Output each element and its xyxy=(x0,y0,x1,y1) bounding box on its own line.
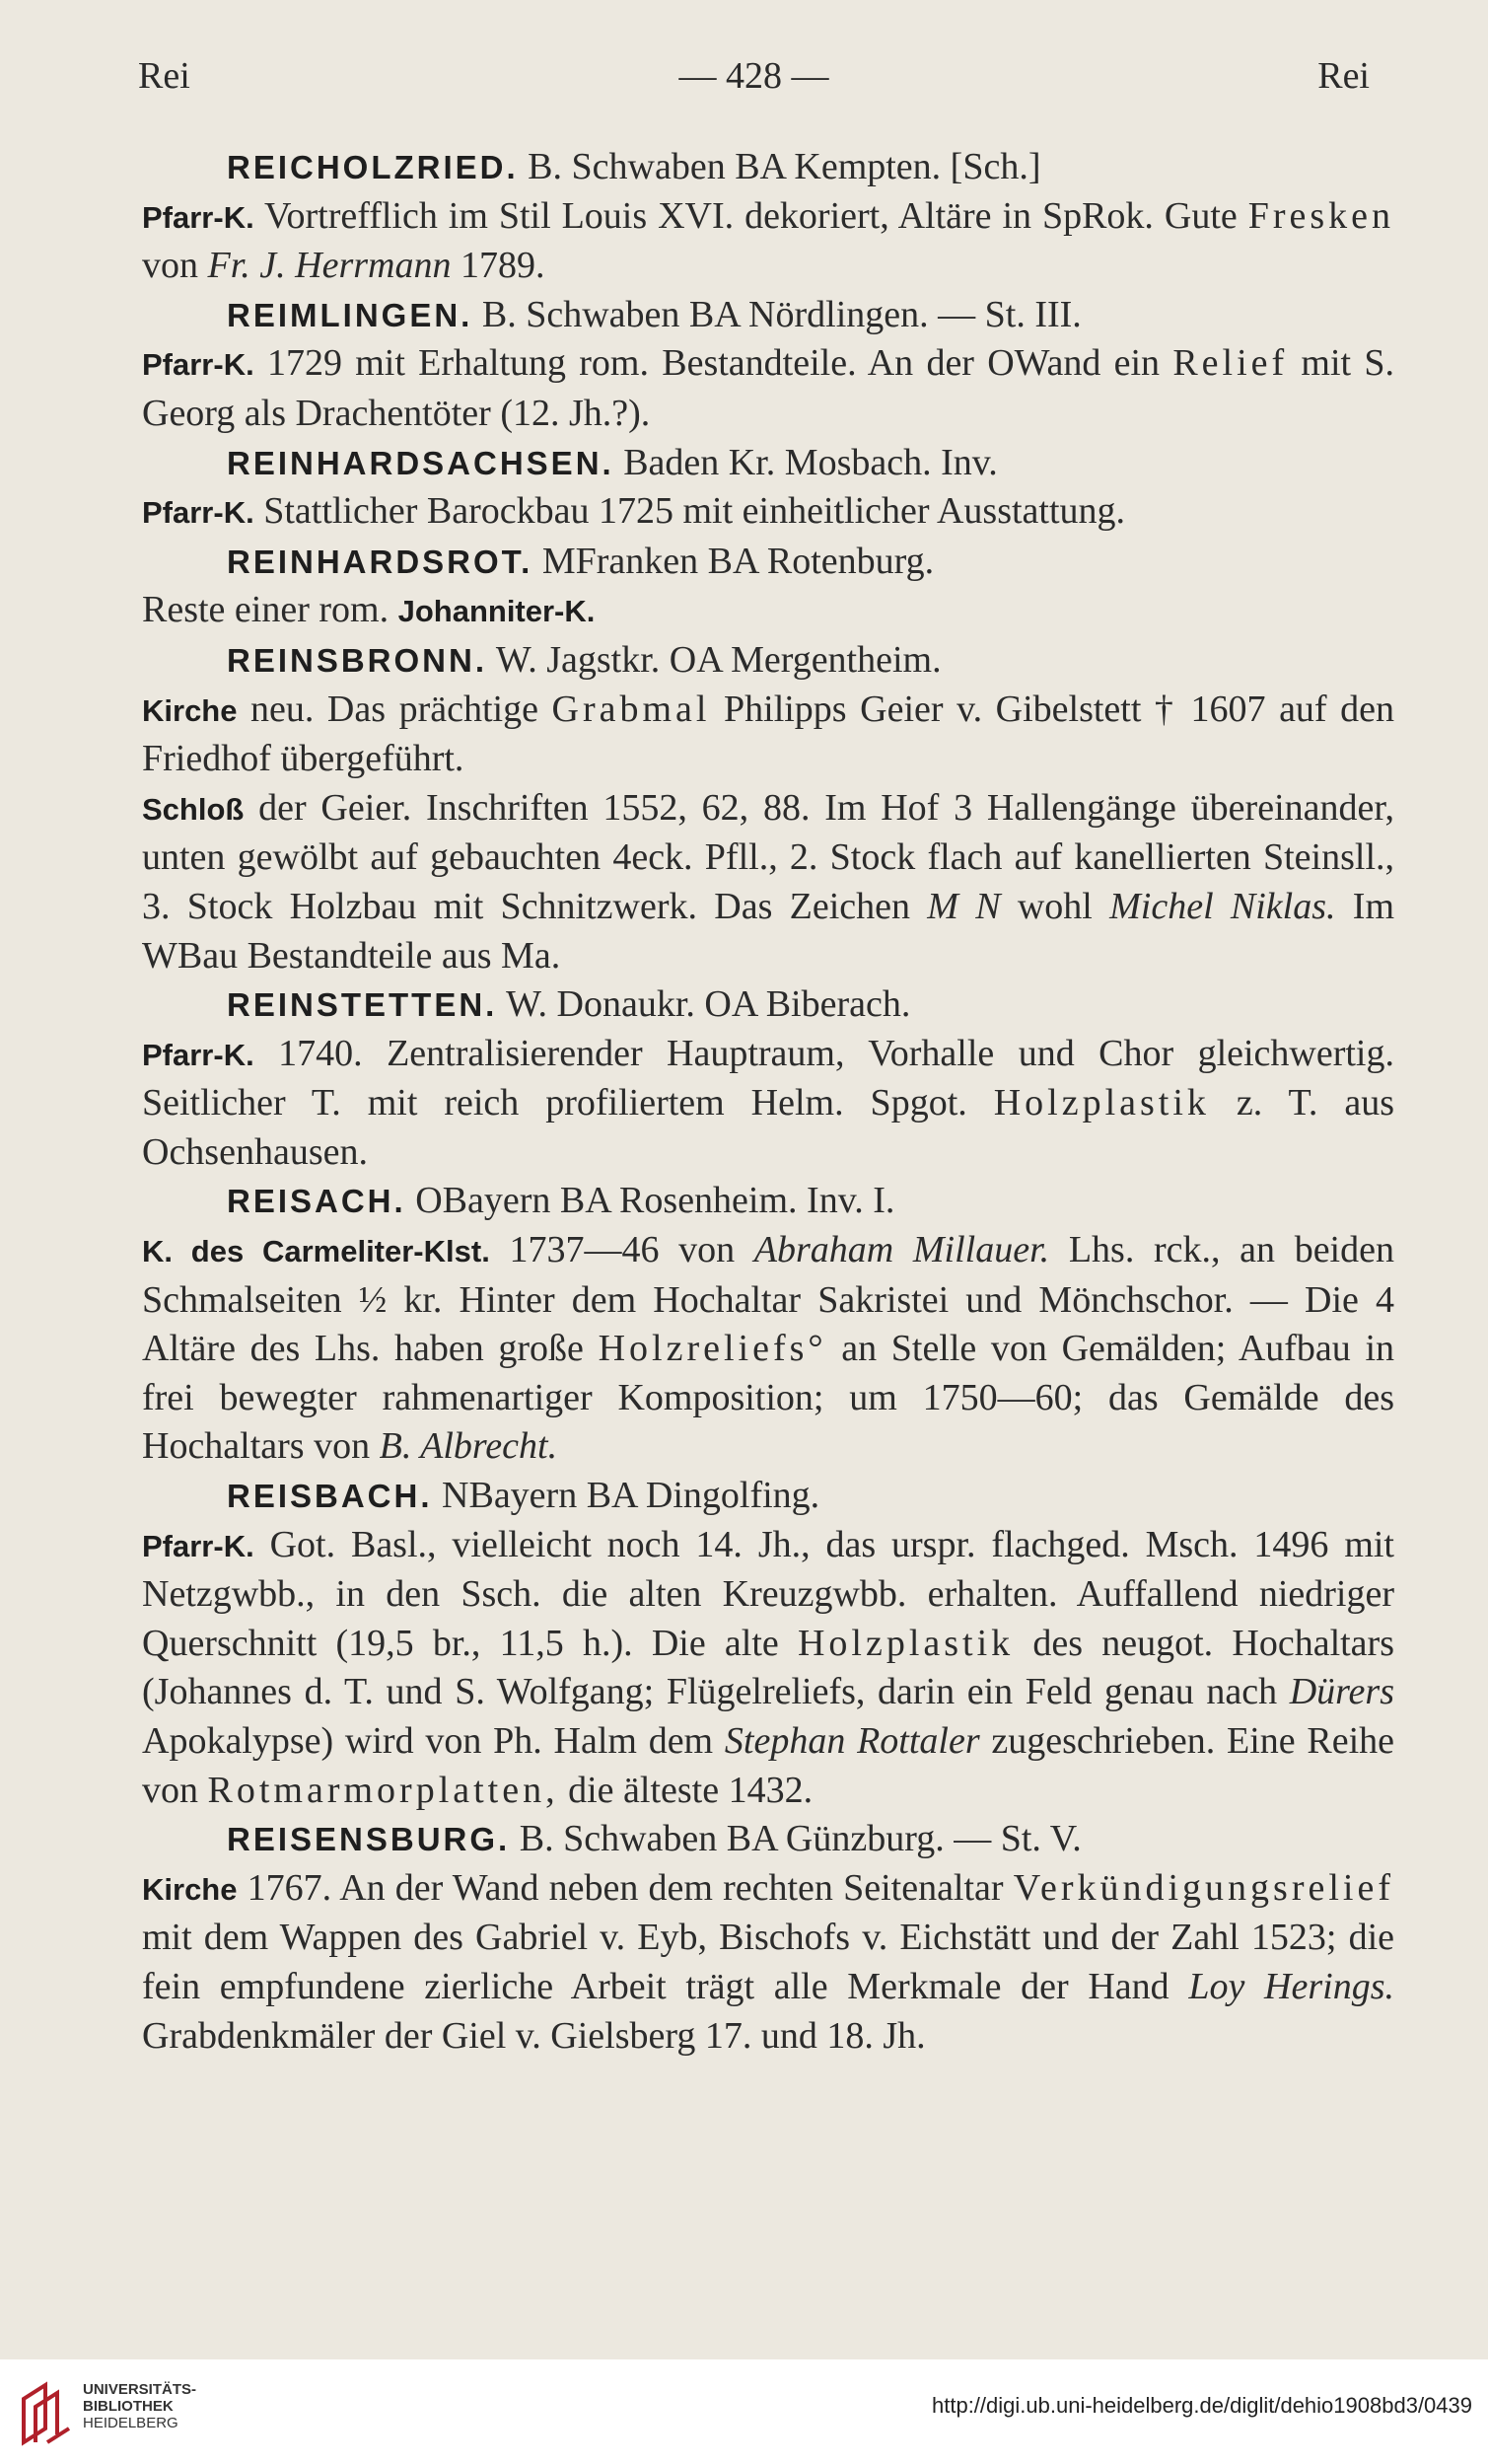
header-right: Rei xyxy=(1317,55,1370,97)
place-location: W. Donaukr. OA Biberach. xyxy=(497,983,911,1026)
place-location: MFranken BA Rotenburg. xyxy=(532,540,935,582)
entry-paragraph xyxy=(142,192,1394,291)
place-location: B. Schwaben BA Nördlingen. — St. III. xyxy=(472,293,1082,335)
entry-paragraph xyxy=(142,1030,1394,1178)
place-location: W. Jagstkr. OA Mergentheim. xyxy=(487,638,942,681)
artist-name: Abraham Millauer. xyxy=(753,1229,1050,1271)
building-label: Pfarr-K. xyxy=(142,347,254,383)
text-run: Grabdenkmäler der Giel v. Gielsberg 17. und 18. Jh. xyxy=(142,2014,926,2057)
text-run: an Stelle von Gemälden; Aufbau in frei bewegter rahmenartiger Komposition; um 1750—60; das Gemälde des Hochaltars von xyxy=(142,1328,1394,1468)
building-label: Kirche xyxy=(142,1871,238,1907)
entry-paragraph xyxy=(142,1521,1394,1816)
university-library-logo-icon xyxy=(16,2377,73,2446)
artist-name: Fr. J. Herrmann xyxy=(207,245,452,287)
entry-paragraph xyxy=(142,784,1394,980)
building-label: Pfarr-K. xyxy=(142,495,254,531)
institution-line-1: UNIVERSITÄTS- xyxy=(83,2381,197,2398)
text-run: mit S. Georg als Drachentöter (12. Jh.?). xyxy=(142,342,1395,434)
emphasized-term: Grabmal xyxy=(551,688,711,730)
text-run: die älteste 1432. xyxy=(558,1769,814,1811)
text-run: Vortrefflich im Stil Louis XVI. dekoriert, Altäre in SpRok. Gute xyxy=(253,194,1248,237)
emphasized-term: Holzplastik xyxy=(993,1082,1210,1124)
artist-name: Michel Niklas. xyxy=(1109,885,1336,927)
artist-name: B. Albrecht. xyxy=(379,1425,558,1468)
entry-paragraph xyxy=(142,339,1394,438)
text-run: z. T. aus Ochsenhausen. xyxy=(142,1082,1394,1173)
artist-name: Loy Herings. xyxy=(1188,1965,1394,2007)
place-name: REISBACH. xyxy=(227,1478,433,1515)
entry-heading xyxy=(142,143,1394,192)
place-location: B. Schwaben BA Kempten. [Sch.] xyxy=(518,146,1041,187)
place-location: B. Schwaben BA Günzburg. — St. V. xyxy=(510,1818,1082,1860)
text-run: zugeschrieben. Eine Reihe von xyxy=(142,1720,1395,1811)
entry-paragraph xyxy=(142,686,1394,784)
text-run: Lhs. rck., an beiden Schmalseiten ½ kr. Hinter dem Hochaltar Sakristei und Mönchschor. — Die 4 Altäre des Lhs. haben große xyxy=(142,1229,1394,1370)
entry-heading xyxy=(142,291,1394,340)
text-run: wohl xyxy=(1000,885,1110,927)
text-run: Got. Basl., vielleicht noch 14. Jh., das urspr. flachged. Msch. 1496 mit Netzgwbb., in den Ssch. die alten Kreuzgwbb. erhalten. Auffallend niedriger Querschnitt (19,5 br., 11,5 h.). Die alte xyxy=(142,1523,1394,1664)
institution-name xyxy=(83,2381,196,2431)
text-run: 1740. Zentralisierender Hauptraum, Vorhalle und Chor gleichwertig. Seitlicher T. mit reich profiliertem Helm. Spgot. xyxy=(142,1032,1394,1124)
emphasized-term: Holzplastik xyxy=(797,1622,1015,1664)
place-name: REINHARDSROT. xyxy=(227,543,533,580)
page-number: — 428 — xyxy=(678,55,829,97)
text-run: des neugot. Hochaltars (Johannes d. T. und S. Wolfgang; Flügelreliefs, darin ein Feld genau nach xyxy=(142,1622,1394,1713)
entry-heading xyxy=(142,538,1394,587)
text-run: 1737—46 von xyxy=(489,1229,754,1271)
emphasized-term: Relief xyxy=(1172,342,1289,385)
entry-heading xyxy=(142,1177,1394,1226)
building-label: Johanniter-K. xyxy=(397,594,596,629)
text-run: neu. Das prächtige xyxy=(237,688,552,730)
text-run: 1767. An der Wand neben dem rechten Seitenaltar xyxy=(237,1866,1014,1909)
institution-line-3: HEIDELBERG xyxy=(83,2415,178,2431)
emphasized-term: Fresken xyxy=(1247,194,1394,237)
entry-paragraph xyxy=(142,1226,1394,1472)
entry-heading xyxy=(142,636,1394,686)
entry-heading xyxy=(142,1472,1394,1521)
entry-heading xyxy=(142,980,1394,1030)
place-location: Baden Kr. Mosbach. Inv. xyxy=(613,441,998,483)
text-run: Im WBau Bestandteile aus Ma. xyxy=(142,885,1395,977)
entry-paragraph xyxy=(142,1864,1394,2061)
text-run: 1729 mit Erhaltung rom. Bestandteile. An der OWand ein xyxy=(253,342,1173,385)
footer-bar xyxy=(0,2359,1488,2464)
building-label: Pfarr-K. xyxy=(142,199,254,235)
header-left: Rei xyxy=(138,55,190,97)
entry-paragraph xyxy=(142,586,1394,636)
page-body xyxy=(142,143,1394,2061)
text-run: von xyxy=(142,245,208,287)
artist-name: Stephan Rottaler xyxy=(724,1720,980,1762)
text-run: der Geier. Inschriften 1552, 62, 88. Im Hof 3 Hallengänge übereinander, unten gewölbt auf gebauchten 4eck. Pfll., 2. Stock flach auf kanellierten Steinsll., 3. Stock Holzbau mit Schnitzwerk. Das Zeichen xyxy=(142,786,1394,927)
artist-name: M N xyxy=(927,885,1001,927)
place-name: REISACH. xyxy=(227,1183,406,1220)
place-location: NBayern BA Dingolfing. xyxy=(432,1475,820,1517)
text-run: Stattlicher Barockbau 1725 mit einheitlicher Ausstattung. xyxy=(253,490,1126,533)
source-url-link[interactable]: http://digi.ub.uni-heidelberg.de/diglit/dehio1908bd3/0439 xyxy=(932,2393,1472,2418)
text-run: mit dem Wappen des Gabriel v. Eyb, Bischofs v. Eichstätt und der Zahl 1523; die fein empfundene zierliche Arbeit trägt alle Merkmale der Hand xyxy=(142,1917,1394,2007)
place-name: REISENSBURG. xyxy=(227,1821,511,1858)
building-label: Pfarr-K. xyxy=(142,1528,254,1563)
building-label: K. des Carmeliter-Klst. xyxy=(142,1234,490,1269)
text-run: 1789. xyxy=(451,245,545,287)
building-label: Pfarr-K. xyxy=(142,1037,254,1072)
institution-line-2: BIBLIOTHEK xyxy=(83,2398,174,2415)
running-header xyxy=(138,54,1370,104)
emphasized-term: Rotmarmorplatten, xyxy=(207,1769,559,1811)
building-label: Kirche xyxy=(142,692,238,728)
text-run: Apokalypse) wird von Ph. Halm dem xyxy=(142,1720,725,1762)
entry-paragraph xyxy=(142,487,1394,538)
emphasized-term: Verkündigungsrelief xyxy=(1013,1866,1394,1909)
artist-name: Dürers xyxy=(1289,1671,1394,1713)
place-name: REINSBRONN. xyxy=(227,641,488,679)
text-run: Reste einer rom. xyxy=(142,589,398,631)
building-label: Schloß xyxy=(142,791,245,827)
entry-heading xyxy=(142,1815,1394,1864)
text-run: Philipps Geier v. Gibelstett † 1607 auf den Friedhof übergeführt. xyxy=(142,688,1394,780)
place-location: OBayern BA Rosenheim. Inv. I. xyxy=(405,1180,895,1222)
emphasized-term: Holzreliefs° xyxy=(598,1328,827,1370)
place-name: REINSTETTEN. xyxy=(227,986,498,1024)
place-name: REIMLINGEN. xyxy=(227,296,473,333)
place-name: REINHARDSACHSEN. xyxy=(227,444,614,481)
place-name: REICHOLZRIED. xyxy=(227,149,519,185)
entry-heading xyxy=(142,439,1394,488)
